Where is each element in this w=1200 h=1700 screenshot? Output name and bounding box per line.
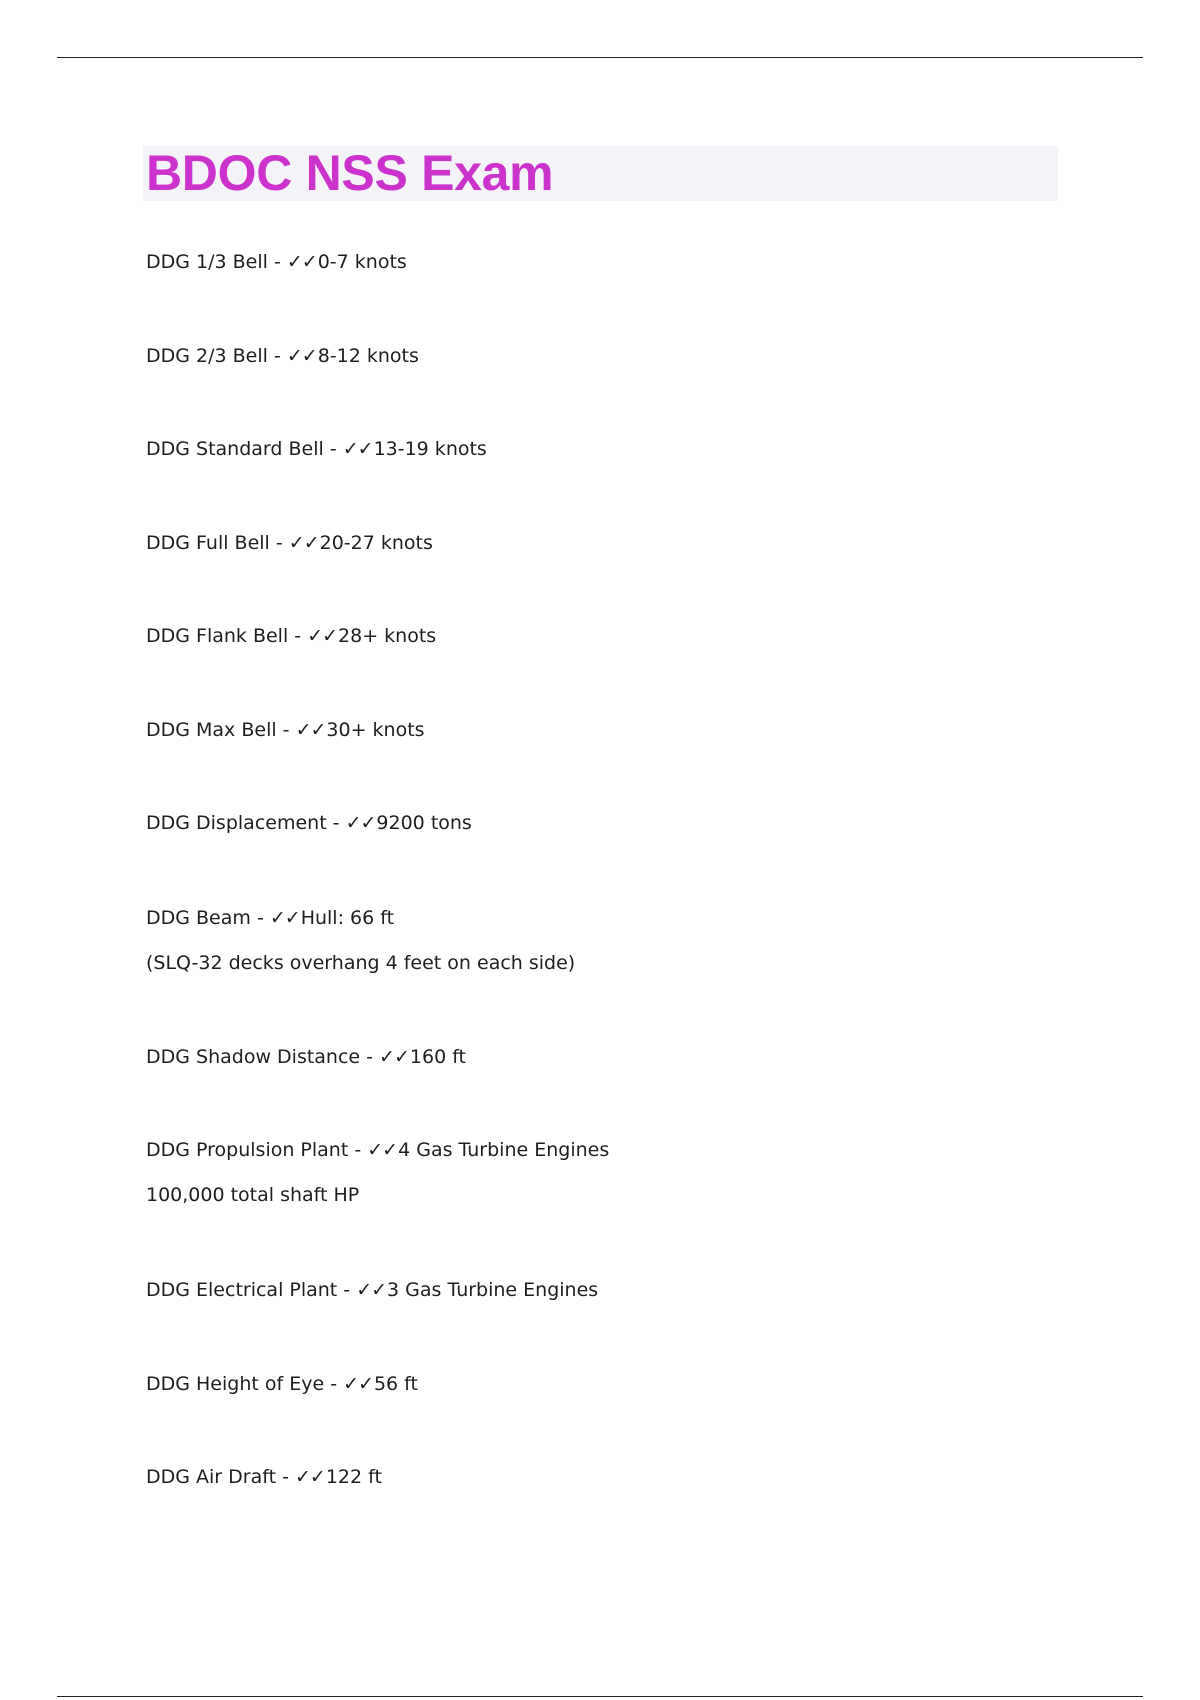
item-answer-detail: (SLQ-32 decks overhang 4 feet on each side) bbox=[146, 952, 576, 974]
flashcard-item bbox=[146, 1138, 609, 1207]
check-icon: ✓✓ bbox=[269, 907, 300, 929]
item-answer: 160 ft bbox=[409, 1046, 466, 1068]
item-term: DDG Propulsion Plant - bbox=[146, 1139, 368, 1161]
item-term: DDG Electrical Plant - bbox=[146, 1279, 357, 1301]
document-title: BDOC NSS Exam bbox=[146, 145, 554, 201]
item-answer: 56 ft bbox=[373, 1373, 418, 1395]
item-term: DDG Flank Bell - bbox=[146, 625, 308, 647]
flashcard-item bbox=[146, 1278, 598, 1302]
check-icon: ✓✓ bbox=[307, 625, 338, 647]
flashcard-item bbox=[146, 250, 407, 274]
flashcard-item bbox=[146, 1045, 466, 1069]
flashcard-item bbox=[146, 624, 436, 648]
flashcard-item bbox=[146, 1372, 418, 1396]
item-answer: 20-27 knots bbox=[319, 532, 433, 554]
check-icon: ✓✓ bbox=[294, 1466, 325, 1488]
item-answer: 0-7 knots bbox=[317, 251, 407, 273]
check-icon: ✓✓ bbox=[345, 812, 376, 834]
item-answer: 9200 tons bbox=[376, 812, 472, 834]
item-term: DDG Max Bell - bbox=[146, 719, 296, 741]
check-icon: ✓✓ bbox=[367, 1139, 398, 1161]
item-answer: 3 Gas Turbine Engines bbox=[387, 1279, 599, 1301]
item-answer: 28+ knots bbox=[338, 625, 437, 647]
item-term: DDG Displacement - bbox=[146, 812, 346, 834]
flashcard-item bbox=[146, 437, 487, 461]
check-icon: ✓✓ bbox=[356, 1279, 387, 1301]
check-icon: ✓✓ bbox=[286, 251, 317, 273]
item-term: DDG Standard Bell - bbox=[146, 438, 343, 460]
item-answer: 122 ft bbox=[325, 1466, 382, 1488]
flashcard-item bbox=[146, 906, 575, 975]
item-term: DDG Full Bell - bbox=[146, 532, 289, 554]
check-icon: ✓✓ bbox=[288, 532, 319, 554]
footer-rule bbox=[57, 1696, 1143, 1697]
flashcard-item bbox=[146, 1465, 382, 1489]
item-term: DDG Shadow Distance - bbox=[146, 1046, 380, 1068]
check-icon: ✓✓ bbox=[286, 345, 317, 367]
item-term: DDG Air Draft - bbox=[146, 1466, 295, 1488]
item-answer-detail: 100,000 total shaft HP bbox=[146, 1184, 360, 1206]
check-icon: ✓✓ bbox=[342, 438, 373, 460]
flashcard-item bbox=[146, 811, 472, 835]
check-icon: ✓✓ bbox=[379, 1046, 409, 1068]
item-term: DDG Height of Eye - bbox=[146, 1373, 344, 1395]
check-icon: ✓✓ bbox=[343, 1373, 373, 1395]
item-answer: 13-19 knots bbox=[373, 438, 487, 460]
item-answer: Hull: 66 ft bbox=[300, 907, 395, 929]
header-rule bbox=[57, 57, 1143, 58]
flashcard-item bbox=[146, 531, 433, 555]
item-answer: 8-12 knots bbox=[317, 345, 419, 367]
item-term: DDG 2/3 Bell - bbox=[146, 345, 287, 367]
item-term: DDG 1/3 Bell - bbox=[146, 251, 287, 273]
check-icon: ✓✓ bbox=[295, 719, 326, 741]
item-term: DDG Beam - bbox=[146, 907, 270, 929]
flashcard-item bbox=[146, 718, 425, 742]
item-answer: 30+ knots bbox=[326, 719, 425, 741]
flashcard-item bbox=[146, 344, 419, 368]
item-answer: 4 Gas Turbine Engines bbox=[398, 1139, 610, 1161]
